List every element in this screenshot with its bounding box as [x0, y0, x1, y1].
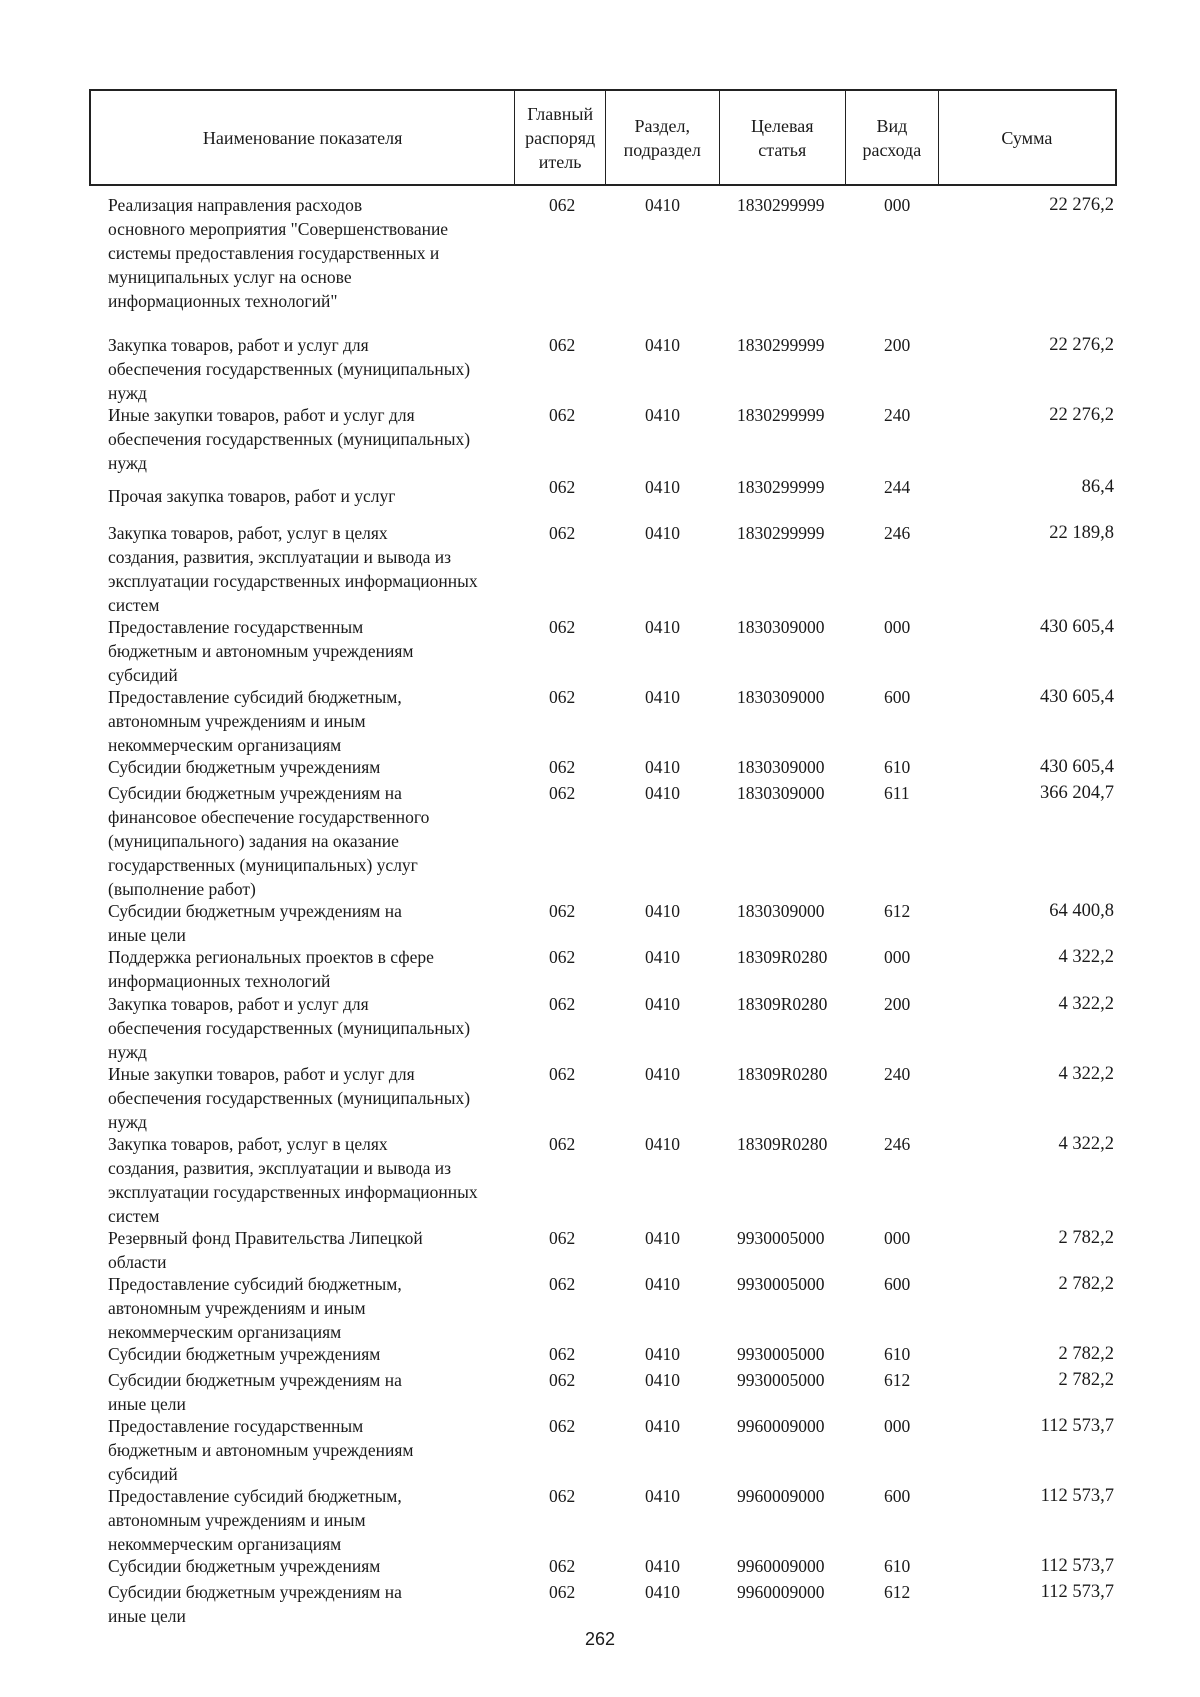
row-summa: 2 782,2	[1058, 1228, 1114, 1248]
row-vid: 610	[884, 1344, 911, 1364]
row-vid: 246	[884, 523, 911, 543]
row-vid: 000	[884, 1416, 911, 1436]
row-glavny: 062	[549, 947, 576, 967]
row-razdel: 0410	[645, 783, 680, 803]
row-razdel: 0410	[645, 1582, 680, 1602]
row-name: Субсидии бюджетным учреждениям на иные цели	[108, 1370, 402, 1414]
row-name: Резервный фонд Правительства Липецкой области	[108, 1228, 423, 1272]
row-name: Субсидии бюджетным учреждениям	[108, 1344, 381, 1364]
row-vid: 000	[884, 947, 911, 967]
row-glavny: 062	[549, 1344, 576, 1364]
row-summa: 4 322,2	[1058, 1064, 1114, 1084]
row-razdel: 0410	[645, 1486, 680, 1506]
row-tselevaya: 9930005000	[737, 1344, 825, 1364]
row-name: Субсидии бюджетным учреждениям на финансовое обеспечение государственного (муниципального) задания на оказание государственных (муниципальных) услуг (выполнение работ)	[108, 783, 430, 899]
row-vid: 240	[884, 1064, 911, 1084]
row-name: Прочая закупка товаров, работ и услуг	[108, 486, 396, 506]
row-summa: 22 276,2	[1049, 195, 1114, 215]
row-summa: 22 276,2	[1049, 335, 1114, 355]
row-glavny: 062	[549, 687, 576, 707]
row-glavny: 062	[549, 1486, 576, 1506]
row-glavny: 062	[549, 617, 576, 637]
row-name: Реализация направления расходов основного мероприятия "Совершенствование системы предоставления государственных и муниципальных услуг на основе информационных технологий"	[108, 195, 449, 311]
row-name: Предоставление субсидий бюджетным, автономным учреждениям и иным некоммерческим организациям	[108, 687, 402, 755]
row-tselevaya: 18309R0280	[737, 1064, 828, 1084]
row-summa: 430 605,4	[1040, 687, 1114, 707]
row-razdel: 0410	[645, 1228, 680, 1248]
row-razdel: 0410	[645, 1274, 680, 1294]
row-tselevaya: 1830299999	[737, 335, 825, 355]
row-summa: 430 605,4	[1040, 757, 1114, 777]
row-tselevaya: 9930005000	[737, 1274, 825, 1294]
header-vid: Вид расхода	[846, 91, 939, 184]
row-glavny: 062	[549, 901, 576, 921]
row-vid: 000	[884, 617, 911, 637]
row-summa: 112 573,7	[1040, 1556, 1114, 1576]
row-razdel: 0410	[645, 994, 680, 1014]
row-summa: 4 322,2	[1058, 947, 1114, 967]
row-razdel: 0410	[645, 1370, 680, 1390]
row-tselevaya: 1830299999	[737, 523, 825, 543]
row-glavny: 062	[549, 523, 576, 543]
row-razdel: 0410	[645, 477, 680, 497]
row-razdel: 0410	[645, 335, 680, 355]
row-razdel: 0410	[645, 1416, 680, 1436]
row-vid: 246	[884, 1134, 911, 1154]
row-name: Предоставление государственным бюджетным и автономным учреждениям субсидий	[108, 1416, 414, 1484]
row-razdel: 0410	[645, 901, 680, 921]
row-glavny: 062	[549, 1134, 576, 1154]
page-number: 262	[584, 1629, 616, 1649]
row-razdel: 0410	[645, 195, 680, 215]
row-vid: 000	[884, 195, 911, 215]
row-vid: 611	[884, 783, 910, 803]
row-name: Предоставление государственным бюджетным и автономным учреждениям субсидий	[108, 617, 414, 685]
row-summa: 22 276,2	[1049, 405, 1114, 425]
row-name: Закупка товаров, работ и услуг для обеспечения государственных (муниципальных) нужд	[108, 335, 471, 403]
row-glavny: 062	[549, 757, 576, 777]
row-glavny: 062	[549, 1064, 576, 1084]
row-tselevaya: 18309R0280	[737, 947, 828, 967]
row-tselevaya: 1830309000	[737, 687, 825, 707]
row-razdel: 0410	[645, 1556, 680, 1576]
row-razdel: 0410	[645, 523, 680, 543]
row-razdel: 0410	[645, 405, 680, 425]
row-summa: 4 322,2	[1058, 994, 1114, 1014]
header-glavny: Главный распоряд итель	[515, 91, 606, 184]
row-tselevaya: 9960009000	[737, 1416, 825, 1436]
row-name: Субсидии бюджетным учреждениям на иные цели	[108, 901, 402, 945]
row-razdel: 0410	[645, 757, 680, 777]
row-summa: 64 400,8	[1049, 901, 1114, 921]
row-razdel: 0410	[645, 1344, 680, 1364]
row-razdel: 0410	[645, 1064, 680, 1084]
row-glavny: 062	[549, 1556, 576, 1576]
row-tselevaya: 18309R0280	[737, 1134, 828, 1154]
row-name: Закупка товаров, работ, услуг в целях создания, развития, эксплуатации и вывода из эксплуатации государственных информационных систем	[108, 523, 478, 615]
row-razdel: 0410	[645, 947, 680, 967]
header-razdel: Раздел, подраздел	[606, 91, 720, 184]
row-vid: 612	[884, 1582, 911, 1602]
row-name: Субсидии бюджетным учреждениям	[108, 1556, 381, 1576]
row-tselevaya: 9960009000	[737, 1582, 825, 1602]
row-glavny: 062	[549, 195, 576, 215]
row-name: Субсидии бюджетным учреждениям на иные цели	[108, 1582, 402, 1626]
row-vid: 600	[884, 687, 911, 707]
row-name: Поддержка региональных проектов в сфере информационных технологий	[108, 947, 434, 991]
row-tselevaya: 1830299999	[737, 405, 825, 425]
row-name: Предоставление субсидий бюджетным, автономным учреждениям и иным некоммерческим организациям	[108, 1486, 402, 1554]
header-name: Наименование показателя	[91, 91, 515, 184]
row-name: Иные закупки товаров, работ и услуг для обеспечения государственных (муниципальных) нужд	[108, 405, 471, 473]
row-summa: 2 782,2	[1058, 1274, 1114, 1294]
row-glavny: 062	[549, 783, 576, 803]
row-name: Субсидии бюджетным учреждениям	[108, 757, 381, 777]
row-vid: 240	[884, 405, 911, 425]
row-tselevaya: 18309R0280	[737, 994, 828, 1014]
row-glavny: 062	[549, 335, 576, 355]
row-tselevaya: 1830299999	[737, 195, 825, 215]
row-razdel: 0410	[645, 687, 680, 707]
row-vid: 610	[884, 1556, 911, 1576]
row-summa: 112 573,7	[1040, 1486, 1114, 1506]
row-razdel: 0410	[645, 617, 680, 637]
row-vid: 000	[884, 1228, 911, 1248]
row-vid: 600	[884, 1274, 911, 1294]
row-summa: 430 605,4	[1040, 617, 1114, 637]
row-tselevaya: 9960009000	[737, 1486, 825, 1506]
table-header	[89, 89, 1117, 186]
row-glavny: 062	[549, 1274, 576, 1294]
row-tselevaya: 1830309000	[737, 901, 825, 921]
row-glavny: 062	[549, 477, 576, 497]
row-glavny: 062	[549, 1370, 576, 1390]
row-summa: 4 322,2	[1058, 1134, 1114, 1154]
row-vid: 610	[884, 757, 911, 777]
row-tselevaya: 1830309000	[737, 783, 825, 803]
row-vid: 612	[884, 901, 911, 921]
row-glavny: 062	[549, 1582, 576, 1602]
row-tselevaya: 1830299999	[737, 477, 825, 497]
row-summa: 22 189,8	[1049, 523, 1114, 543]
row-summa: 366 204,7	[1040, 783, 1114, 803]
row-glavny: 062	[549, 1416, 576, 1436]
row-summa: 112 573,7	[1040, 1416, 1114, 1436]
row-glavny: 062	[549, 405, 576, 425]
row-vid: 612	[884, 1370, 911, 1390]
row-glavny: 062	[549, 994, 576, 1014]
header-tselevaya: Целевая статья	[720, 91, 847, 184]
row-razdel: 0410	[645, 1134, 680, 1154]
row-tselevaya: 1830309000	[737, 617, 825, 637]
row-summa: 86,4	[1081, 477, 1114, 497]
row-summa: 112 573,7	[1040, 1582, 1114, 1602]
row-tselevaya: 9930005000	[737, 1370, 825, 1390]
row-name: Иные закупки товаров, работ и услуг для обеспечения государственных (муниципальных) нужд	[108, 1064, 471, 1132]
row-name: Закупка товаров, работ, услуг в целях создания, развития, эксплуатации и вывода из эксплуатации государственных информационных систем	[108, 1134, 478, 1226]
row-vid: 200	[884, 335, 911, 355]
row-tselevaya: 1830309000	[737, 757, 825, 777]
row-name: Предоставление субсидий бюджетным, автономным учреждениям и иным некоммерческим организациям	[108, 1274, 402, 1342]
row-summa: 2 782,2	[1058, 1344, 1114, 1364]
row-name: Закупка товаров, работ и услуг для обеспечения государственных (муниципальных) нужд	[108, 994, 471, 1062]
row-glavny: 062	[549, 1228, 576, 1248]
row-vid: 600	[884, 1486, 911, 1506]
row-tselevaya: 9930005000	[737, 1228, 825, 1248]
row-tselevaya: 9960009000	[737, 1556, 825, 1576]
row-summa: 2 782,2	[1058, 1370, 1114, 1390]
header-summa: Сумма	[1001, 127, 1053, 148]
row-vid: 244	[884, 477, 911, 497]
row-vid: 200	[884, 994, 911, 1014]
